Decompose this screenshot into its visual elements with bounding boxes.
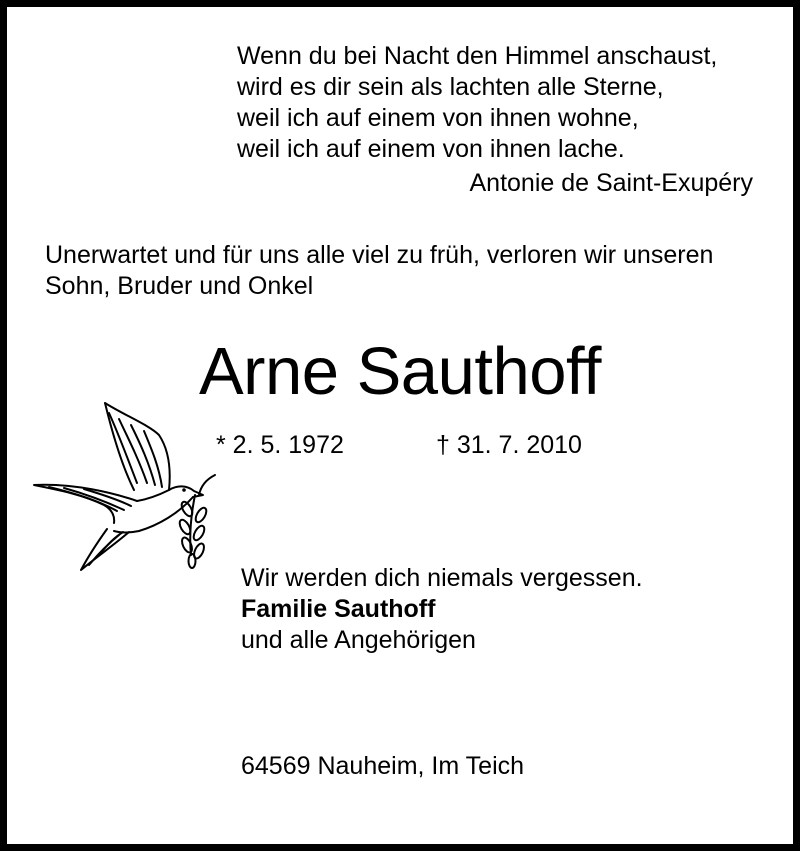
birth-date: * 2. 5. 1972: [216, 431, 344, 459]
intro-line-1: Unerwartet und für uns alle viel zu früh, verloren wir unseren: [45, 241, 714, 269]
family-name: Familie Sauthoff: [241, 595, 436, 623]
poem-line-3: weil ich auf einem von ihnen wohne,: [237, 104, 639, 132]
intro-text: [45, 240, 713, 302]
poem-line-2: wird es dir sein als lachten alle Sterne,: [237, 73, 664, 101]
dove-with-olive-branch-icon: [29, 395, 224, 575]
closing-block: [241, 563, 643, 656]
poem-author: Antonie de Saint-Exupéry: [469, 169, 753, 197]
poem-line-4: weil ich auf einem von ihnen lache.: [237, 135, 625, 163]
death-date: † 31. 7. 2010: [436, 431, 582, 459]
poem-quote: [237, 41, 717, 165]
poem-line-1: Wenn du bei Nacht den Himmel anschaust,: [237, 42, 718, 70]
closing-message: Wir werden dich niemals vergessen.: [241, 564, 643, 592]
deceased-name: Arne Sauthoff: [198, 334, 601, 409]
address: 64569 Nauheim, Im Teich: [241, 752, 525, 780]
relatives-line: und alle Angehörigen: [241, 626, 476, 654]
intro-line-2: Sohn, Bruder und Onkel: [45, 272, 314, 300]
